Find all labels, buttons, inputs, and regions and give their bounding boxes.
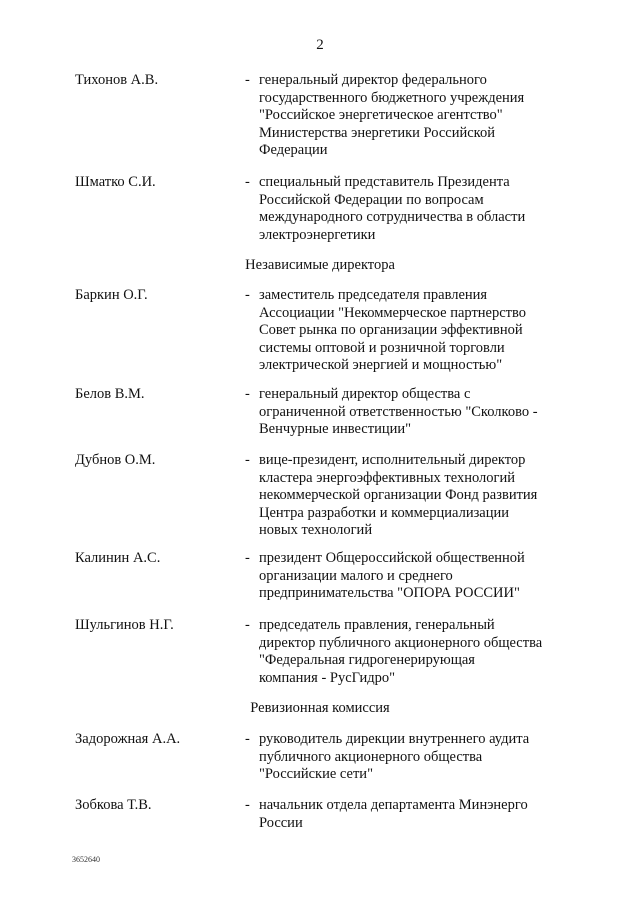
member-position xyxy=(259,287,559,375)
position-line: международного сотрудничества в области xyxy=(259,209,526,225)
page-number: 2 xyxy=(316,37,324,53)
position-line: некоммерческой организации Фонд развития xyxy=(259,487,538,503)
position-line: Ассоциации "Некоммерческое партнерство xyxy=(259,304,527,321)
position-line: президент Общероссийской общественной xyxy=(259,550,525,566)
member-name: Шматко С.И. xyxy=(75,174,156,190)
position-line: компания - РусГидро" xyxy=(259,669,396,686)
position-line: вице-президент, исполнительный директор xyxy=(259,452,526,468)
member-position xyxy=(259,617,559,687)
entry-dash: - xyxy=(245,731,250,747)
member-name: Зобкова Т.В. xyxy=(75,797,152,813)
entry-dash: - xyxy=(245,174,250,190)
member-name: Калинин А.С. xyxy=(75,550,161,566)
position-line: Центра разработки и коммерциализации xyxy=(259,504,510,521)
section-heading-audit-commission: Ревизионная комиссия xyxy=(250,700,390,716)
member-name: Белов В.М. xyxy=(75,386,145,402)
position-line: России xyxy=(259,814,303,831)
position-line: электроэнергетики xyxy=(259,226,376,243)
member-name: Шульгинов Н.Г. xyxy=(75,617,174,633)
position-line: генеральный директор федерального xyxy=(259,72,487,88)
position-line: директор публичного акционерного общества xyxy=(259,634,543,651)
position-line: "Российское энергетическое агентство" xyxy=(259,107,503,123)
entry-dash: - xyxy=(245,550,250,566)
entry-dash: - xyxy=(245,287,250,303)
position-line: кластера энергоэффективных технологий xyxy=(259,469,515,486)
position-line: электрической энергией и мощностью" xyxy=(259,357,503,373)
section-heading-independent-directors: Независимые директора xyxy=(245,257,395,273)
position-line: Совет рынка по организации эффективной xyxy=(259,322,523,338)
member-position xyxy=(259,797,559,832)
member-position xyxy=(259,550,559,603)
position-line: председатель правления, генеральный xyxy=(259,617,495,633)
position-line: генеральный директор общества с xyxy=(259,386,471,402)
member-position xyxy=(259,72,559,160)
position-line: "Российские сети" xyxy=(259,766,373,782)
position-line: организации малого и среднего xyxy=(259,567,453,584)
member-name: Дубнов О.М. xyxy=(75,452,156,468)
position-line: системы оптовой и розничной торговли xyxy=(259,339,505,356)
position-line: руководитель дирекции внутреннего аудита xyxy=(259,731,530,747)
entry-dash: - xyxy=(245,797,250,813)
position-line: ограниченной ответственностью "Сколково - xyxy=(259,403,538,420)
position-line: государственного бюджетного учреждения xyxy=(259,89,525,106)
position-line: Федерации xyxy=(259,142,328,158)
member-name: Задорожная А.А. xyxy=(75,731,181,747)
position-line: предпринимательства "ОПОРА РОССИИ" xyxy=(259,585,520,601)
position-line: начальник отдела департамента Минэнерго xyxy=(259,797,528,813)
position-line: заместитель председателя правления xyxy=(259,287,488,303)
position-line: "Федеральная гидрогенерирующая xyxy=(259,652,475,668)
member-position xyxy=(259,731,559,784)
position-line: публичного акционерного общества xyxy=(259,748,483,765)
member-position xyxy=(259,452,559,540)
entry-dash: - xyxy=(245,617,250,633)
position-line: специальный представитель Президента xyxy=(259,174,510,190)
member-name: Тихонов А.В. xyxy=(75,72,159,88)
entry-dash: - xyxy=(245,386,250,402)
member-position xyxy=(259,174,559,244)
position-line: Министерства энергетики Российской xyxy=(259,124,495,141)
position-line: Венчурные инвестиции" xyxy=(259,421,412,437)
member-name: Баркин О.Г. xyxy=(75,287,148,303)
document-code: 3652640 xyxy=(72,855,100,864)
position-line: новых технологий xyxy=(259,522,373,538)
member-position xyxy=(259,386,559,439)
entry-dash: - xyxy=(245,72,250,88)
entry-dash: - xyxy=(245,452,250,468)
position-line: Российской Федерации по вопросам xyxy=(259,191,484,208)
